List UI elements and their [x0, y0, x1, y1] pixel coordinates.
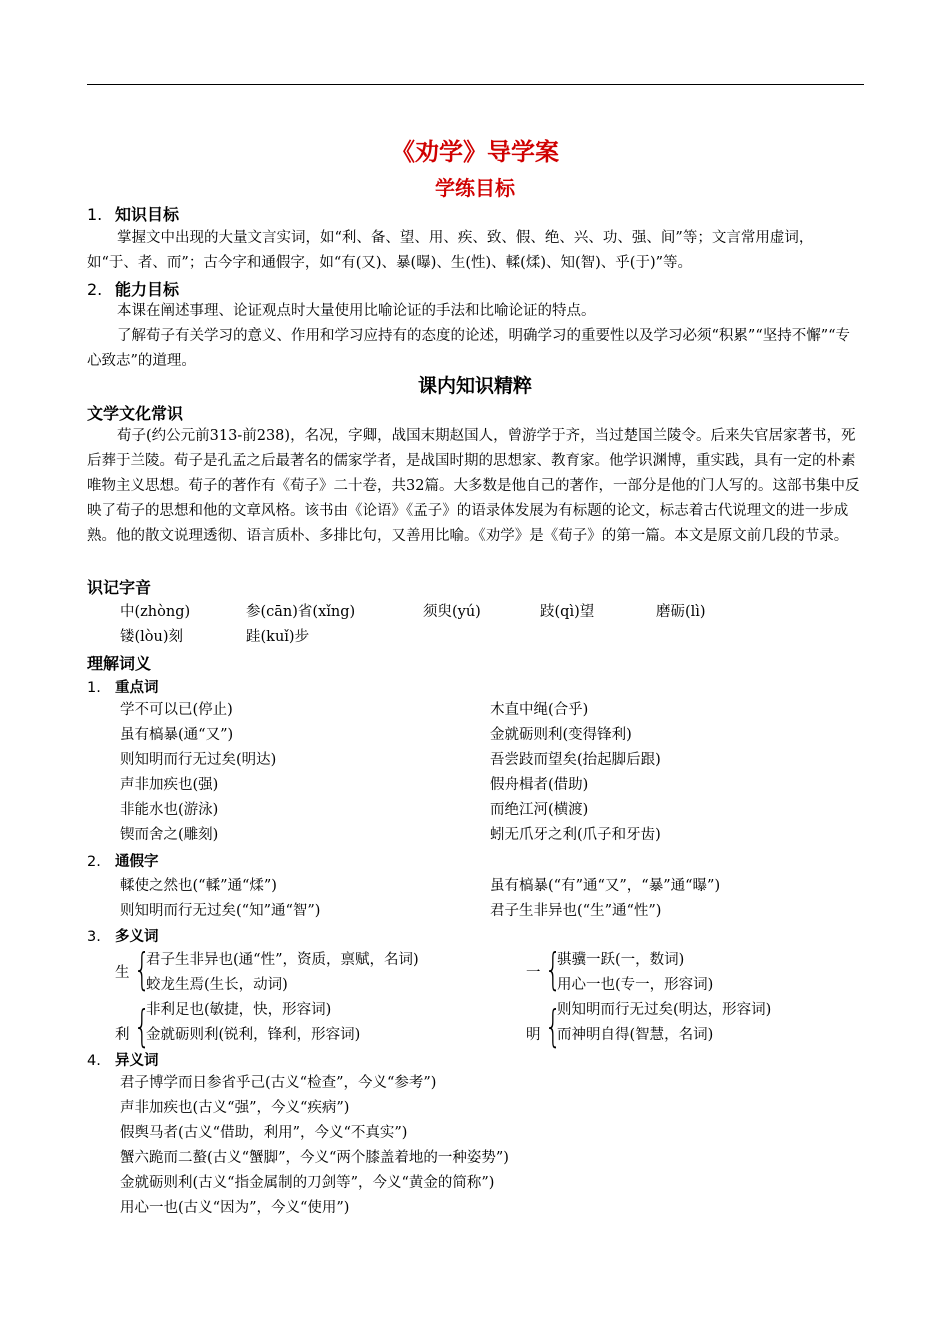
heading-tongjia — [87, 850, 159, 871]
ancient-meaning-item: 假舆马者(古义“借助，利用”，今义“不真实”) — [120, 1125, 408, 1141]
ancient-meaning-item: 蟹六跪而二螯(古义“蟹脚”，今义“两个膝盖着地的一种姿势”) — [120, 1150, 509, 1166]
heading-polysemy — [87, 925, 159, 946]
polysemy-char-li: 利 — [115, 1027, 130, 1043]
polysemy-char-ming: 明 — [526, 1027, 541, 1043]
pronunciation-item: 跬(kuǐ)步 — [246, 629, 310, 645]
heading-label: 能力目标 — [115, 280, 180, 299]
key-word-item: 吾尝跂而望矣(抬起脚后跟) — [490, 752, 661, 768]
knowledge-goal-text: 掌握文中出现的大量文言实词，如“利、备、望、用、疾、致、假、绝、兴、功、强、间”等；文言常用虚词，如“于、者、而”；古今字和通假字，如“有(又)、暴(曝)、生(性)、輮(煣)、知(智)、乎(于)”等。 — [87, 230, 814, 271]
key-word-item: 而绝江河(横渡) — [490, 802, 589, 818]
heading-label: 重点词 — [115, 680, 159, 696]
brace-icon: { — [544, 1001, 562, 1052]
ancient-meaning-item: 金就砺则利(古义“指金属制的刀剑等”，今义“黄金的简称”) — [120, 1175, 495, 1191]
heading-number: 2. — [87, 854, 101, 870]
key-word-item: 学不可以已(停止) — [120, 702, 233, 718]
polysemy-item: 用心一也(专一，形容词) — [557, 977, 714, 993]
heading-label: 异义词 — [115, 1053, 159, 1069]
tongjia-item: 輮使之然也(“輮”通“煣”) — [120, 878, 277, 894]
page-title: 《劝学》导学案 — [391, 138, 559, 166]
ability-goal-p2: 了解荀子有关学习的意义、作用和学习应持有的态度的论述，明确学习的重要性以及学习必须“积累”“坚持不懈”“专心致志”的道理。 — [87, 328, 851, 369]
key-word-item: 虽有槁暴(通“又”) — [120, 727, 234, 743]
tongjia-item: 虽有槁暴(“有”通“又”，“暴”通“曝”) — [490, 878, 721, 894]
heading-number: 2. — [87, 280, 103, 299]
polysemy-item: 则知明而行无过矣(明达，形容词) — [557, 1002, 772, 1018]
heading-number: 3. — [87, 929, 101, 945]
pronunciation-item: 镂(lòu)刻 — [120, 629, 184, 645]
key-word-item: 非能水也(游泳) — [120, 802, 219, 818]
culture-text: 荀子(约公元前313-前238)，名况，字卿，战国末期赵国人，曾游学于齐，当过楚国兰陵令。后来失官居家著书，死后葬于兰陵。荀子是孔孟之后最著名的儒家学者，是战国时期的思想家、教育家。他学识渊博，重实践，具有一定的朴素唯物主义思想。荀子的著作有《荀子》二十卷，共32篇。大多数是他自己的著作，一部分是他的门人写的。这部书集中反映了荀子的思想和他的文章风格。该书由《论语》《孟子》的语录体发展为有标题的论文，标志着古代说理文的进一步成熟。他的散文说理透彻、语言质朴、多排比句，又善用比喻。《劝学》是《荀子》的第一篇。本文是原文前几段的节录。 — [87, 428, 860, 544]
key-word-item: 蚓无爪牙之利(爪子和牙齿) — [490, 827, 661, 843]
pronunciation-item: 参(cān)省(xǐng) — [246, 604, 356, 620]
heading-knowledge-goal — [87, 202, 179, 225]
pronunciation-item: 须臾(yú) — [423, 604, 481, 620]
heading-ability-goal — [87, 277, 179, 300]
heading-culture: 文学文化常识 — [87, 404, 184, 423]
polysemy-item: 非利足也(敏捷，快，形容词) — [146, 1002, 332, 1018]
ancient-meaning-item: 用心一也(古义“因为”，今义“使用”) — [120, 1200, 350, 1216]
section-title-goals: 学练目标 — [435, 176, 515, 200]
heading-label: 知识目标 — [115, 205, 180, 224]
ability-goal-p1: 本课在阐述事理、论证观点时大量使用比喻论证的手法和比喻论证的特点。 — [117, 303, 596, 319]
pronunciation-item: 磨砺(lì) — [656, 604, 706, 620]
heading-number: 1. — [87, 680, 101, 696]
pronunciation-item: 中(zhòng) — [120, 604, 191, 620]
heading-ancient-meaning — [87, 1049, 159, 1070]
brace-icon: { — [544, 944, 562, 995]
polysemy-item: 而神明自得(智慧，名词) — [557, 1027, 714, 1043]
polysemy-item: 骐骥一跃(一，数词) — [557, 952, 685, 968]
heading-label: 多义词 — [115, 929, 159, 945]
brace-icon: { — [133, 944, 151, 995]
polysemy-item: 金就砺则利(锐利，锋利，形容词) — [146, 1027, 361, 1043]
heading-number: 1. — [87, 205, 103, 224]
tongjia-item: 则知明而行无过矣(“知”通“智”) — [120, 903, 321, 919]
key-word-item: 金就砺则利(变得锋利) — [490, 727, 632, 743]
key-word-item: 则知明而行无过矣(明达) — [120, 752, 277, 768]
pronunciation-item: 跂(qì)望 — [540, 604, 595, 620]
polysemy-item: 君子生非异也(通“性”，资质，禀赋，名词) — [146, 952, 419, 968]
key-word-item: 木直中绳(合乎) — [490, 702, 589, 718]
heading-label: 通假字 — [115, 854, 159, 870]
ancient-meaning-item: 君子博学而日参省乎己(古义“检查”，今义“参考”) — [120, 1075, 437, 1091]
polysemy-item: 蛟龙生焉(生长，动词) — [146, 977, 288, 993]
polysemy-char-sheng: 生 — [115, 965, 130, 981]
ancient-meaning-item: 声非加疾也(古义“强”，今义“疾病”) — [120, 1100, 350, 1116]
heading-vocab: 理解词义 — [87, 654, 152, 673]
key-word-item: 锲而舍之(雕刻) — [120, 827, 219, 843]
tongjia-item: 君子生非异也(“生”通“性”) — [490, 903, 662, 919]
section-title-knowledge: 课内知识精粹 — [417, 375, 532, 397]
header-rule — [87, 84, 864, 85]
key-word-item: 假舟楫者(借助) — [490, 777, 589, 793]
heading-pronunciation: 识记字音 — [87, 578, 152, 597]
polysemy-char-yi: 一 — [526, 965, 541, 981]
brace-icon: { — [133, 1001, 151, 1052]
heading-number: 4. — [87, 1053, 101, 1069]
heading-key-words — [87, 676, 159, 697]
key-word-item: 声非加疾也(强) — [120, 777, 219, 793]
